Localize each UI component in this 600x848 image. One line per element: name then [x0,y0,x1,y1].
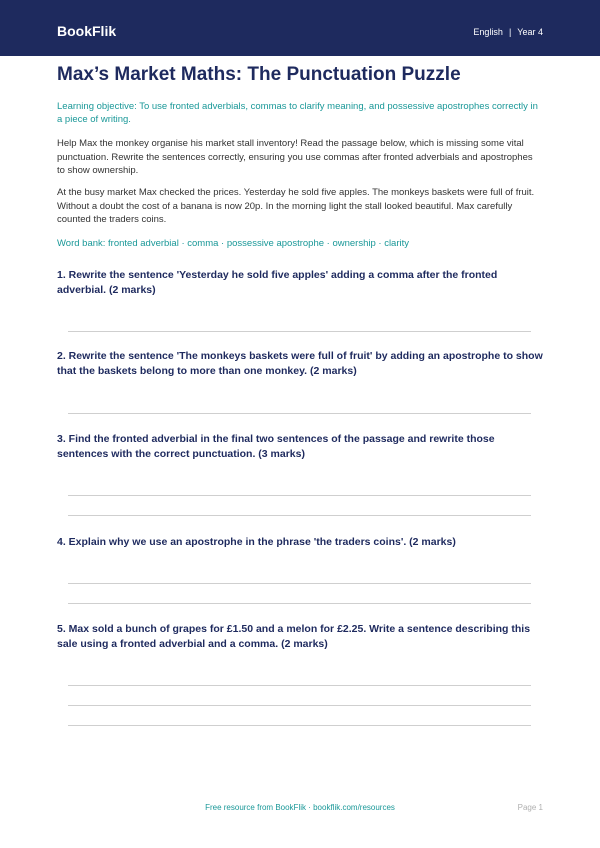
header-bar [0,0,600,56]
page-number: Page 1 [517,803,543,812]
question-1: 1. Rewrite the sentence 'Yesterday he sold five apples' adding a comma after the fronted adverbial. (2 marks) [57,269,498,296]
answer-line[interactable] [68,705,531,706]
answer-line[interactable] [68,495,531,496]
answer-line[interactable] [68,583,531,584]
word-bank: Word bank: fronted adverbial · comma · possessive apostrophe · ownership · clarity [57,238,410,249]
answer-line[interactable] [68,331,531,332]
question-4: 4. Explain why we use an apostrophe in the phrase 'the traders coins'. (2 marks) [57,536,456,548]
subject-year [473,27,543,37]
answer-line[interactable] [68,685,531,686]
page-title: Max’s Market Maths: The Punctuation Puzzle [57,64,461,85]
subject-label: English [473,27,503,37]
question-3: 3. Find the fronted adverbial in the final two sentences of the passage and rewrite those sentences with the correct punctuation. (3 marks) [57,433,495,460]
brand-logo: BookFlik [57,23,117,39]
meta-separator: | [508,27,512,37]
answer-line[interactable] [68,603,531,604]
learning-objective: Learning objective: To use fronted adverbials, commas to clarify meaning, and possessive apostrophes correctly in a piece of writing. [57,101,538,125]
answer-line[interactable] [68,515,531,516]
year-label: Year 4 [517,27,543,37]
footer-resource-link[interactable]: Free resource from BookFlik · bookflik.com/resources [205,803,395,812]
instructions: Help Max the monkey organise his market stall inventory! Read the passage below, which is missing some vital punctuation. Rewrite the sentences correctly, ensuring you use commas after fronted adverbials and apostrophes to show ownership. [57,138,533,176]
reading-passage: At the busy market Max checked the prices. Yesterday he sold five apples. The monkeys baskets were full of fruit. Without a doubt the cost of a banana is now 20p. In the morning light the stall looked beautiful. Max carefully counted the traders coins. [57,187,535,225]
answer-line[interactable] [68,413,531,414]
question-2: 2. Rewrite the sentence 'The monkeys baskets were full of fruit' by adding an apostrophe to show that the baskets belong to more than one monkey. (2 marks) [57,350,543,377]
question-5: 5. Max sold a bunch of grapes for £1.50 and a melon for £2.25. Write a sentence describing this sale using a fronted adverbial and a comma. (2 marks) [57,623,531,650]
answer-line[interactable] [68,725,531,726]
